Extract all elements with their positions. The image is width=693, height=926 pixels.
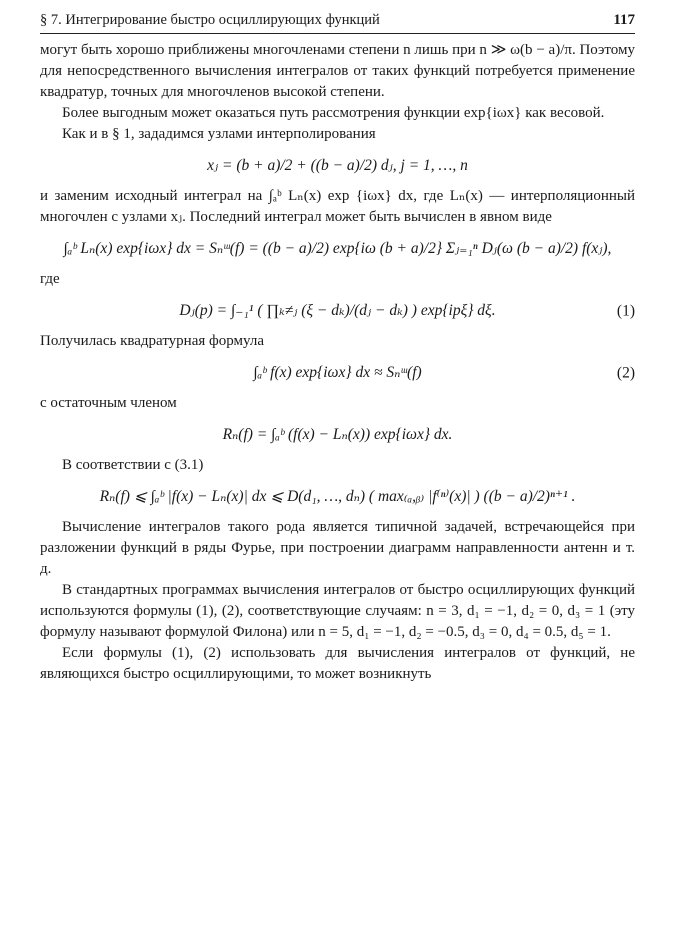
equation-remainder	[40, 424, 635, 445]
paragraph-3: Как и в § 1, зададимся узлами интерполирования	[62, 126, 376, 142]
paragraph-5: где	[40, 271, 60, 287]
equation-explicit-text: ∫ₐᵇ Lₙ(x) exp{iωx} dx = Sₙᵚ(f) = ((b − a)/2) exp{iω (b + a)/2} Σⱼ₌₁ⁿ Dⱼ(ω (b − a)/2) f(xⱼ),	[63, 240, 612, 257]
equation-remainder-text: Rₙ(f) = ∫ₐᵇ (f(x) − Lₙ(x)) exp{iωx} dx.	[222, 426, 453, 443]
equation-2-number: (2)	[616, 364, 635, 381]
paragraph-9: Вычисление интегралов такого рода является типичной задачей, встречающейся при разложении функций в ряды Фурье, при построении диаграмм направленности антенн и т. д.	[40, 519, 635, 577]
paragraph-6: Получилась квадратурная формула	[40, 333, 264, 349]
paragraph-4: и заменим исходный интеграл на ∫ₐᵇ Lₙ(x) exp {iωx} dx, где Lₙ(x) — интерполяционный многочлен с узлами xⱼ. Последний интеграл может быть вычислен в явном виде	[40, 188, 635, 225]
running-header	[40, 10, 635, 34]
paragraph-2: Более выгодным может оказаться путь рассмотрения функции exp{iωx} как весовой.	[62, 105, 605, 121]
equation-nodes	[40, 155, 635, 176]
paragraph-7: с остаточным членом	[40, 395, 177, 411]
section-title: § 7. Интегрирование быстро осциллирующих функций	[40, 12, 380, 28]
equation-estimate	[40, 486, 635, 507]
paragraph-10: В стандартных программах вычисления интегралов от быстро осциллирующих функций используются формулы (1), (2), соответствующие случаям: n = 3, d₁ = −1, d₂ = 0, d₃ = 1 (эту формулу называют формулой Филона) или n = 5, d₁ = −1, d₂ = −0.5, d₃ = 0, d₄ = 0.5, d₅ = 1.	[40, 582, 635, 640]
equation-explicit	[40, 238, 635, 259]
page-number: 117	[613, 12, 635, 28]
equation-2	[40, 362, 635, 383]
equation-1	[40, 300, 635, 321]
equation-1-number: (1)	[616, 302, 635, 319]
paragraph-1: могут быть хорошо приближены многочленами степени n лишь при n ≫ ω(b − a)/π. Поэтому для непосредственного вычисления интегралов от таких функций потребуется применение квадратур, точных для многочленов высокой степени.	[40, 42, 635, 100]
paragraph-11: Если формулы (1), (2) использовать для вычисления интегралов от функций, не являющихся быстро осциллирующими, то может возникнуть	[40, 645, 635, 682]
equation-2-text: ∫ₐᵇ f(x) exp{iωx} dx ≈ Sₙᵚ(f)	[253, 364, 422, 381]
paragraph-8: В соответствии с (3.1)	[62, 457, 204, 473]
equation-nodes-text: xⱼ = (b + a)/2 + ((b − a)/2) dⱼ, j = 1, …, n	[207, 157, 468, 174]
equation-estimate-text: Rₙ(f) ⩽ ∫ₐᵇ |f(x) − Lₙ(x)| dx ⩽ D(d₁, …, dₙ) ( max₍ₐ,ᵦ₎ |f⁽ⁿ⁾(x)| ) ((b − a)/2)ⁿ⁺¹ .	[99, 488, 576, 505]
equation-1-text: Dⱼ(p) = ∫₋₁¹ ( ∏ₖ≠ⱼ (ξ − dₖ)/(dⱼ − dₖ) ) exp{ipξ} dξ.	[179, 302, 496, 319]
